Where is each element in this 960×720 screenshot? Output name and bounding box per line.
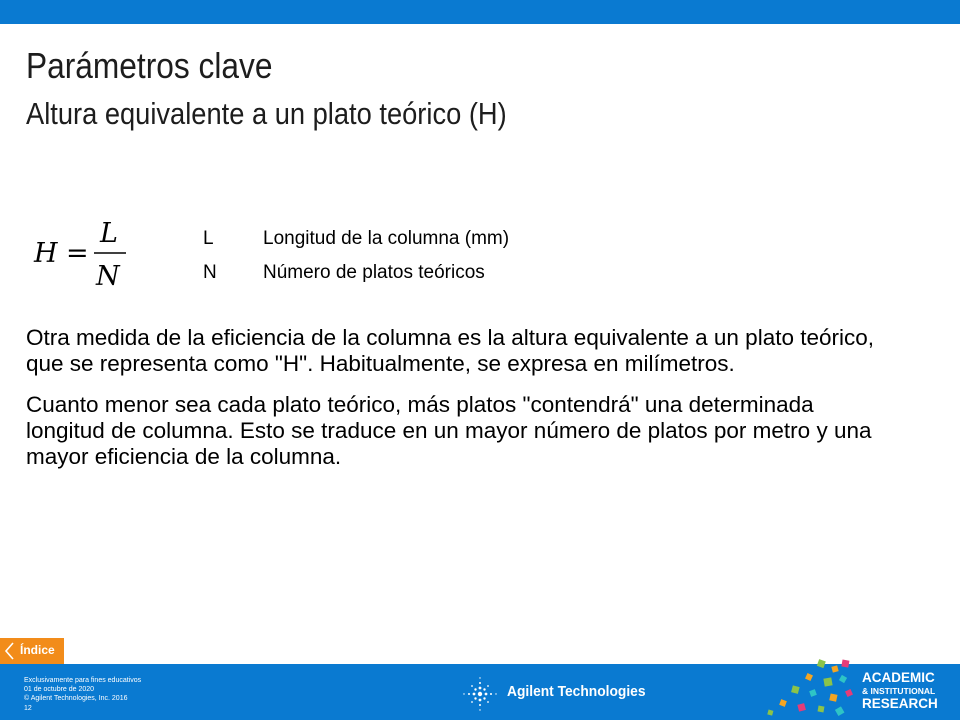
footer-note-line: 01 de octubre de 2020 [24, 686, 95, 694]
page-number: 12 [24, 704, 32, 712]
formula [30, 212, 160, 292]
decorative-squares [740, 656, 860, 720]
definition-symbol: L [203, 228, 214, 249]
index-button[interactable] [0, 638, 64, 664]
definition-row [203, 222, 509, 256]
formula-denominator: N [96, 261, 120, 292]
slide-title: Parámetros clave [26, 45, 273, 86]
footer-note-line: © Agilent Technologies, Inc. 2016 [24, 695, 128, 703]
definition-text: Número de platos teóricos [263, 262, 485, 283]
formula-lhs: H [34, 238, 58, 269]
badge-line: ACADEMIC [862, 670, 935, 685]
definition-text: Longitud de la columna (mm) [263, 228, 510, 249]
definitions-list [203, 222, 509, 290]
academic-research-badge [862, 671, 938, 711]
index-label: Índice [20, 643, 55, 657]
slide-subtitle: Altura equivalente a un plato teórico (H) [26, 96, 507, 131]
badge-line: & INSTITUTIONAL [862, 686, 936, 696]
footer-notes [24, 676, 141, 713]
body-paragraph: Cuanto menor sea cada plato teórico, más platos "contendrá" una determinada longitud de columna. Esto se traduce en un mayor número de platos por metro y una mayor eficiencia de la columna. [26, 392, 872, 469]
brand-name: Agilent Technologies [507, 683, 646, 700]
footer-bar [0, 664, 960, 720]
formula-equals: = [66, 238, 89, 269]
body-text [26, 325, 886, 485]
header-bar [0, 0, 960, 24]
body-paragraph: Otra medida de la eficiencia de la columna es la altura equivalente a un plato teórico, que se representa como "H". Habitualmente, se expresa en milímetros. [26, 325, 875, 376]
formula-numerator: L [100, 218, 118, 249]
agilent-spark-icon [460, 674, 500, 714]
badge-line: RESEARCH [862, 696, 938, 711]
definition-row [203, 256, 509, 290]
footer-note-line: Exclusivamente para fines educativos [24, 677, 142, 684]
definition-symbol: N [203, 262, 217, 283]
